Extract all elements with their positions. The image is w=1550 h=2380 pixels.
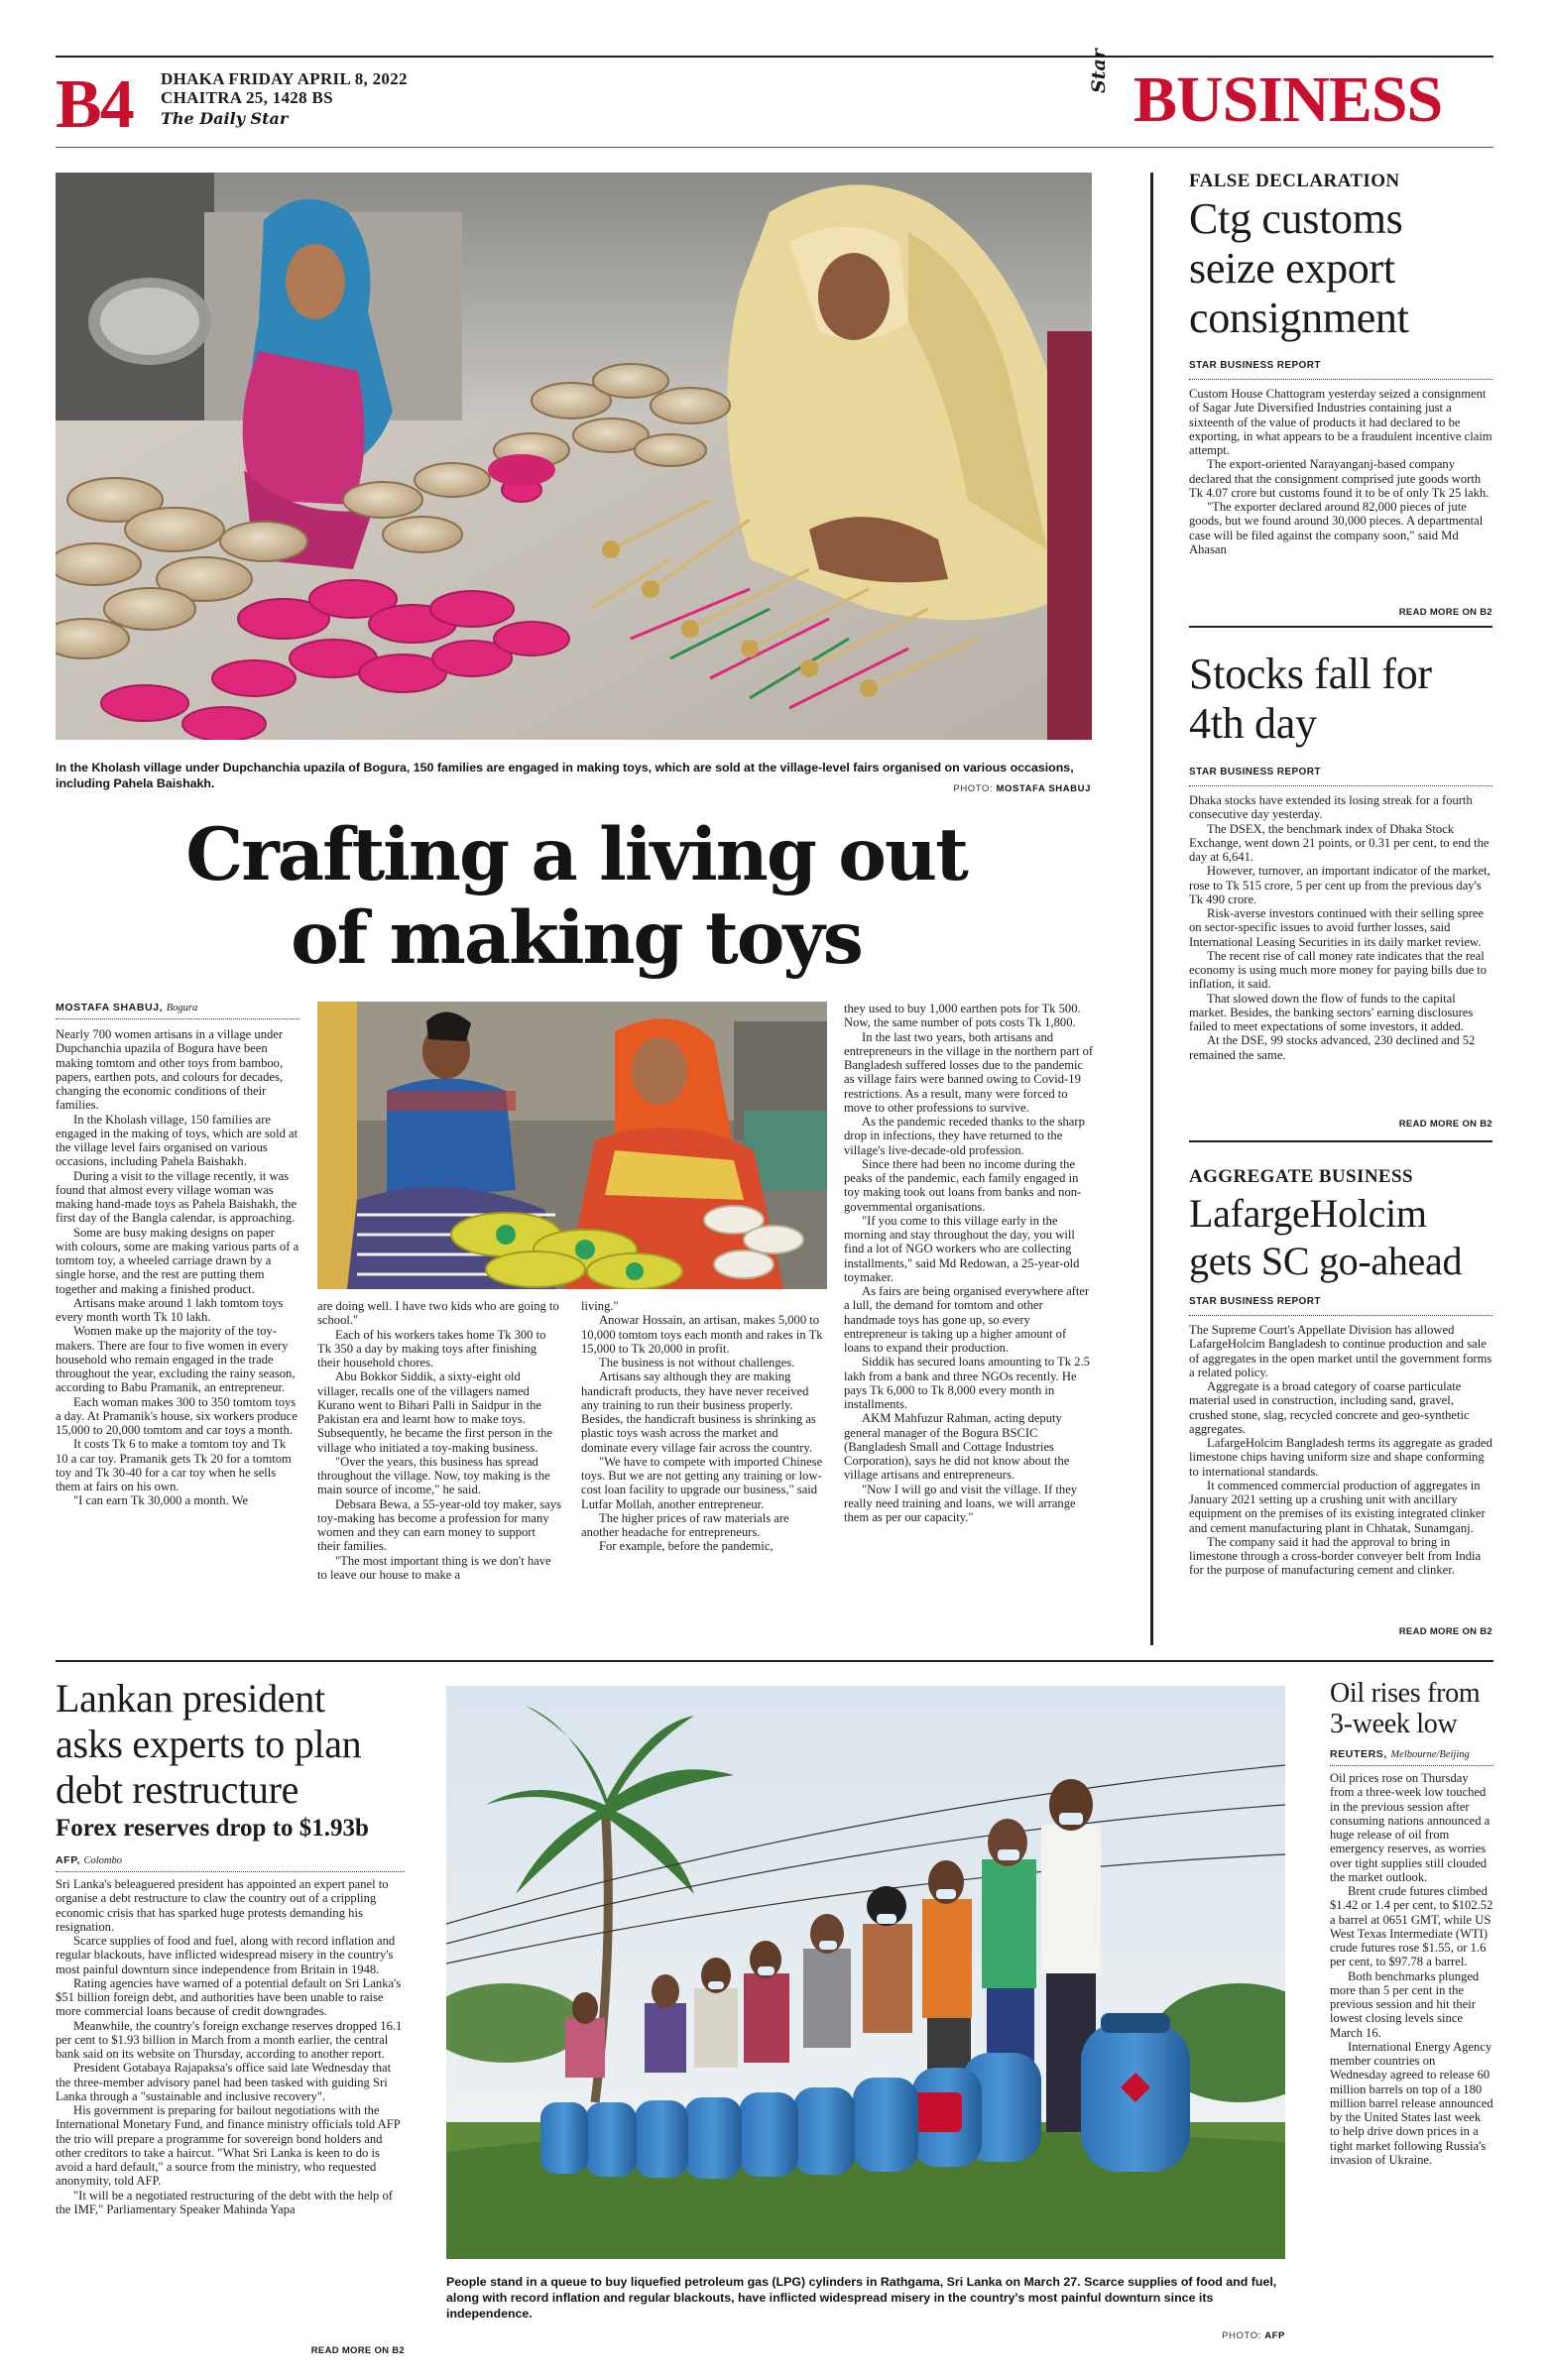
lanka-paragraph: Rating agencies have warned of a potential default on Sri Lanka's $51 billion foreign debt, and authorities have been unable to raise more commercial loans because of credit downgrades. [56, 1975, 402, 2019]
col1-paragraph: Each woman makes 300 to 350 tomtom toys a day. At Pramanik's house, six workers produce 15,000 to 20,000 tomtom and car toys a month. [56, 1394, 298, 1437]
lpg-queue-photo [446, 1686, 1285, 2259]
col1-paragraph: It costs Tk 6 to make a tomtom toy and Tk 10 a car toy. Pramanik gets Tk 20 for a tomtom toy and Tk 30-40 for a car toy when he sells them at fairs on his own. [56, 1437, 292, 1493]
lafarge-report-rule [1189, 1315, 1492, 1316]
main-story-col-2 [317, 1299, 561, 1582]
main-story-col-4 [844, 1002, 1094, 1524]
col2-paragraph: are doing well. I have two kids who are going to school." [317, 1299, 559, 1328]
lanka-paragraph: Meanwhile, the country's foreign exchange reserves dropped 16.1 per cent to $1.93 billion in March from a month earlier, the central bank said on its website on Thursday, according to another report. [56, 2018, 403, 2061]
col4-paragraph: they used to buy 1,000 earthen pots for Tk 500. Now, the same number of pots costs Tk 1,800. [844, 1002, 1081, 1030]
main-byline-place: Bogura [166, 1003, 198, 1013]
col1-paragraph: Some are busy making designs on paper with colours, some are making various parts of a tomtom toy, a wheeled carriage drawn by a single horse, and the rest are putting them together and making a finished product. [56, 1225, 299, 1296]
customs-kicker: FALSE DECLARATION [1189, 171, 1400, 191]
lanka-byline-rule [56, 1871, 405, 1872]
lpg-photo-credit [1087, 2330, 1285, 2341]
oil-paragraph: Brent crude futures climbed $1.42 or 1.4 per cent, to $102.52 a barrel at 0651 GMT, while US West Texas Intermediate (WTI) crude futures rose $1.55, or 1.6 per cent, to $97.78 a barrel. [1330, 1884, 1493, 1969]
col4-paragraph: "If you come to this village early in the morning and stay throughout the day, you will find a lot of NGO workers who are collecting installments," said Md Redowan, a 25-year-old toymaker. [844, 1213, 1080, 1284]
lanka-headline-line-2: asks experts to plan [56, 1722, 362, 1766]
oil-headline-line-1: Oil rises from [1330, 1678, 1481, 1709]
col1-paragraph: Nearly 700 women artisans in a village under Dupchanchia upazila of Bogura have been making tomtom and other toys from bamboo, papers, earthen pots, and colours for decades, changing the economic conditions of their families. [56, 1027, 284, 1113]
stocks-paragraph: The recent rise of call money rate indicates that the real economy is using much more money for paying bills due to inflation, it said. [1189, 948, 1488, 992]
section-title: BUSINESS [1133, 63, 1443, 136]
stocks-paragraph: Dhaka stocks have extended its losing streak for a fourth consecutive day yesterday. [1189, 793, 1473, 822]
artisans-photo [317, 1002, 827, 1289]
oil-byline-rule [1330, 1765, 1493, 1766]
oil-headline-line-2: 3-week low [1330, 1709, 1458, 1739]
customs-paragraph: Custom House Chattogram yesterday seized a consignment of Sagar Jute Diversified Industries containing just a sixteenth of the value of products it had declared to be exporting, in what appears to be a fraudulent incentive claim attempt. [1189, 387, 1492, 457]
customs-report: STAR BUSINESS REPORT [1189, 360, 1321, 371]
credit-name: MOSTAFA SHABUJ [996, 783, 1091, 794]
oil-byline-place: Melbourne/Beijing [1390, 1749, 1470, 1760]
oil-paragraph: Both benchmarks plunged more than 5 per cent in the previous session and hit their lowest closing levels since March 16. [1330, 1968, 1480, 2040]
col2-paragraph: Abu Bokkor Siddik, a sixty-eight old villager, recalls one of the villagers named Kurano went to Bihari Palli in Saidpur in the Pakistan era and learnt how to make toys. Subsequently, he became the first person in the village who initiated a toy-making business. [317, 1369, 552, 1455]
stocks-headline-line-2: 4th day [1189, 699, 1317, 748]
col4-paragraph: Since there had been no income during the peaks of the pandemic, each family engaged in toy making took out loans from banks and non-governmental organisations. [844, 1156, 1082, 1214]
main-headline [56, 813, 1097, 980]
col3-paragraph: Anowar Hossain, an artisan, makes 5,000 to 10,000 tomtom toys each month and rakes in Tk 15,000 to Tk 20,000 in profit. [581, 1313, 823, 1356]
lanka-headline-line-3: debt restructure [56, 1767, 299, 1812]
col2-paragraph: Each of his workers takes home Tk 300 to Tk 350 a day by making toys after finishing their household chores. [317, 1327, 546, 1369]
col3-paragraph: The higher prices of raw materials are another headache for entrepreneurs. [581, 1510, 789, 1539]
lanka-paragraph: "It will be a negotiated restructuring of the debt with the help of the IMF," Parliamentary Speaker Mahinda Yapa [56, 2188, 393, 2216]
lafarge-headline-line-2: gets SC go-ahead [1189, 1239, 1463, 1283]
stocks-body [1189, 793, 1492, 1062]
oil-paragraph: International Energy Agency member countries on Wednesday agreed to release 60 million barrels on top of a 180 million barrel release announced by the United States last week to help drive down prices in a tight market following Russia's invasion of Ukraine. [1330, 2039, 1493, 2167]
oil-byline [1330, 1748, 1470, 1760]
customs-headline-line-1: Ctg customs [1189, 194, 1403, 243]
customs-headline-line-3: consignment [1189, 294, 1409, 342]
stocks-end-rule [1189, 1140, 1492, 1142]
lanka-paragraph: President Gotabaya Rajapaksa's office said late Wednesday that the three-member advisory panel had been tasked with guiding Sri Lanka through a "sustainable and inclusive recovery". [56, 2061, 392, 2103]
lanka-read-more[interactable]: READ MORE ON B2 [310, 2345, 405, 2356]
bottom-section-rule [56, 1660, 1493, 1662]
star-logo: Star [1088, 49, 1110, 93]
credit-label: PHOTO: [953, 783, 994, 794]
main-photo [56, 173, 1092, 740]
oil-byline-name: REUTERS, [1330, 1748, 1387, 1760]
col3-paragraph: For example, before the pandemic, [599, 1539, 774, 1554]
col2-paragraph: "The most important thing is we don't have to leave our house to make a [317, 1553, 551, 1582]
customs-end-rule [1189, 626, 1492, 628]
lanka-paragraph: Sri Lanka's beleaguered president has appointed an expert panel to organise a debt restructure to claw the country out of a crippling economic crisis that has sparked huge protests demanding his resignation. [56, 1877, 389, 1934]
col4-paragraph: As fairs are being organised everywhere after a lull, the demand for tomtom and other handmade toys has gone up, so every entrepreneur is taking up a higher amount of loans to expand their production. [844, 1284, 1090, 1355]
col4-paragraph: Siddik has secured loans amounting to Tk 2.5 lakh from a bank and three NGOs recently. He pays Tk 6,000 to Tk 8,000 every month in installments. [844, 1355, 1090, 1411]
lanka-body [56, 1877, 405, 2216]
col4-paragraph: As the pandemic receded thanks to the sharp drop in infections, they have returned to the village's live-decade-old profession. [844, 1115, 1085, 1157]
lafarge-headline-line-1: LafargeHolcim [1189, 1191, 1427, 1236]
main-headline-line-2: of making toys [291, 895, 862, 981]
oil-body [1330, 1771, 1493, 2167]
col3-paragraph: Artisans say although they are making handicraft products, they have never received any training to run their business properly. Besides, the handicraft business is shrinking as plastic toys wash across the market and dominate every village fair across the country. [581, 1369, 816, 1455]
lafarge-paragraph: The Supreme Court's Appellate Division has allowed LafargeHolcim Bangladesh to continue production and sale of aggregates in the open market until the government forms a related policy. [1189, 1323, 1492, 1379]
lanka-byline-place: Colombo [83, 1855, 123, 1866]
stocks-headline-line-1: Stocks fall for [1189, 650, 1432, 698]
stocks-report: STAR BUSINESS REPORT [1189, 767, 1321, 777]
col1-paragraph: In the Kholash village, 150 families are engaged in the making of toys, which are sold at the village level fairs organised on various occasions, including Pahela Baishakh. [56, 1112, 298, 1169]
lafarge-read-more[interactable]: READ MORE ON B2 [1398, 1626, 1492, 1637]
col4-paragraph: AKM Mahfuzur Rahman, acting deputy general manager of the Bogura BSCIC (Bangladesh Small and Cottage Industries Corporation), says he did not know about the village artisans and entrepreneurs. [844, 1411, 1070, 1483]
main-headline-line-1: Crafting a living out [185, 812, 967, 897]
col3-paragraph: "We have to compete with imported Chinese toys. But we are not getting any training or low-cost loan facility to upgrade our business," said Lutfar Mollah, another entrepreneur. [581, 1454, 823, 1511]
main-byline [56, 1002, 197, 1013]
stocks-report-rule [1189, 785, 1492, 786]
main-photo-credit [893, 783, 1091, 794]
lpg-credit-name: AFP [1264, 2330, 1285, 2341]
right-column-rule [1150, 173, 1153, 1645]
lanka-headline-line-1: Lankan president [56, 1676, 325, 1721]
customs-report-rule [1189, 379, 1492, 380]
lafarge-paragraph: The company said it had the approval to bring in limestone through a cross-border conveyer belt from India for the purpose of manufacturing cement and clinker. [1189, 1534, 1482, 1578]
main-story-col-3 [581, 1299, 825, 1554]
date-line: DHAKA FRIDAY APRIL 8, 2022 [161, 69, 408, 88]
paper-name: The Daily Star [161, 109, 289, 128]
col1-paragraph: Women make up the majority of the toy-makers. There are four to five women in every household who remain engaged in the trade throughout the year, excluding the rainy season, according to Babu Pramanik, an entrepreneur. [56, 1324, 296, 1395]
toy-makers-photo [56, 173, 1092, 740]
customs-paragraph: The export-oriented Narayanganj-based company declared that the consignment comprised jute goods worth Tk 4.07 crore but customs found it to be of only Tk 25 lakh. [1189, 457, 1490, 500]
lafarge-paragraph: LafargeHolcim Bangladesh terms its aggregate as graded limestone chips having uniform size and shape conforming to international standards. [1189, 1436, 1492, 1479]
lanka-paragraph: His government is preparing for bailout negotiations with the International Monetary Fund, and finance ministry officials told AFP the trio will prepare a programme for sovereign bond holders and other creditors to take a haircut. "What Sri Lanka is keen to do is avoid a hard default," a source from the ministry, who requested anonymity, told AFP. [56, 2103, 401, 2189]
stocks-paragraph: At the DSE, 99 stocks advanced, 230 declined and 52 remained the same. [1189, 1033, 1476, 1062]
main-byline-rule [56, 1018, 299, 1019]
bangla-date: CHAITRA 25, 1428 BS [161, 88, 333, 107]
col1-paragraph: "I can earn Tk 30,000 a month. We [73, 1493, 249, 1508]
lanka-paragraph: Scarce supplies of food and fuel, along with record inflation and regular blackouts, have inflicted widespread misery in the country's most painful downturn since independence from Britain in 1948. [56, 1934, 396, 1976]
lanka-subhead: Forex reserves drop to $1.93b [56, 1815, 369, 1842]
top-rule [56, 56, 1493, 58]
stocks-paragraph: However, turnover, an important indicator of the market, rose to Tk 515 crore, 5 per cent up from the previous day's Tk 490 crore. [1189, 864, 1490, 906]
col4-paragraph: "Now I will go and visit the village. If they really need training and loans, we will arrange them as per our capacity." [844, 1482, 1078, 1524]
lanka-headline [56, 1676, 452, 1813]
inset-photo [317, 1002, 827, 1289]
col3-paragraph: living." [581, 1299, 619, 1313]
lpg-photo-caption: People stand in a queue to buy liquefied petroleum gas (LPG) cylinders in Rathgama, Sri Lanka on March 27. Scarce supplies of food and fuel, along with record inflation and regular blackouts, have inflicted widespread misery in the country's most painful downturn since its independence. [446, 2275, 1277, 2320]
lpg-photo [446, 1686, 1285, 2259]
stocks-read-more[interactable]: READ MORE ON B2 [1398, 1119, 1492, 1130]
lafarge-report: STAR BUSINESS REPORT [1189, 1296, 1321, 1307]
customs-headline-line-2: seize export [1189, 244, 1395, 293]
lafarge-paragraph: It commenced commercial production of aggregates in January 2021 setting up a crushing unit with ancillary equipment on the premises of its existing integrated clinker and cement manufacturing plant in Chhatak, Sunamganj. [1189, 1478, 1486, 1535]
customs-headline [1189, 194, 1496, 343]
col4-paragraph: In the last two years, both artisans and entrepreneurs in the village in the northern part of Bangladesh suffered losses due to the pandemic as village fairs were banned owing to Covid-19 restrictions. As a result, many were forced to move to other professions to survive. [844, 1029, 1094, 1115]
lanka-byline-name: AFP, [56, 1854, 80, 1866]
masthead-rule [56, 147, 1493, 148]
col2-paragraph: "Over the years, this business has spread throughout the village. Now, toy making is the main source of income," he said. [317, 1454, 550, 1497]
col3-paragraph: The business is not without challenges. [599, 1356, 795, 1369]
main-photo-caption: In the Kholash village under Dupchanchia upazila of Bogura, 150 families are engaged in making toys, which are sold at the village-level fairs organised on various occasions, including Pahela Baishakh. [56, 761, 1074, 790]
lpg-credit-label: PHOTO: [1222, 2330, 1261, 2341]
stocks-paragraph: The DSEX, the benchmark index of Dhaka Stock Exchange, went down 21 points, or 0.31 per cent, to end the day at 6,641. [1189, 821, 1490, 864]
customs-paragraph: "The exporter declared around 82,000 pieces of jute goods, but we found around 30,000 pieces. A departmental case will be filed against the company soon," said Md Ahasan [1189, 500, 1484, 556]
stocks-paragraph: That slowed down the flow of funds to the capital market. Besides, the banking sectors' earning disclosures failed to meet expectations of some investors, it added. [1189, 991, 1474, 1033]
col2-paragraph: Debsara Bewa, a 55-year-old toy maker, says toy-making has become a profession for many women and they can earn money to support their families. [317, 1496, 561, 1554]
customs-read-more[interactable]: READ MORE ON B2 [1398, 607, 1492, 618]
lanka-byline [56, 1854, 122, 1866]
main-byline-name: MOSTAFA SHABUJ, [56, 1002, 164, 1013]
lafarge-body [1189, 1323, 1492, 1578]
page-number: B4 [56, 66, 133, 143]
customs-body [1189, 387, 1492, 556]
lafarge-paragraph: Aggregate is a broad category of coarse particulate material used in construction, including sand, gravel, crushed stone, slag, recycled concrete and geo-synthetic aggregates. [1189, 1379, 1470, 1436]
stocks-paragraph: Risk-averse investors continued with their selling spree on sector-specific issues to avoid further losses, said International Leasing Securities in its daily market review. [1189, 906, 1485, 949]
stocks-headline [1189, 650, 1496, 749]
main-story-col-1 [56, 1027, 299, 1508]
col1-paragraph: During a visit to the village recently, it was found that almost every village woman was making hand-made toys as Pahela Baishakh, the first day of the Bangla calendar, is approaching. [56, 1168, 298, 1226]
oil-paragraph: Oil prices rose on Thursday from a three-week low touched in the previous session after consuming nations announced a huge release of oil from emergency reserves, as worries over tight supplies still clouded the market outlook. [1330, 1771, 1490, 1884]
oil-headline [1330, 1678, 1498, 1739]
lafarge-kicker: AGGREGATE BUSINESS [1189, 1166, 1413, 1187]
lafarge-headline [1189, 1190, 1496, 1285]
col1-paragraph: Artisans make around 1 lakh tomtom toys every month worth Tk 10 lakh. [56, 1295, 284, 1324]
